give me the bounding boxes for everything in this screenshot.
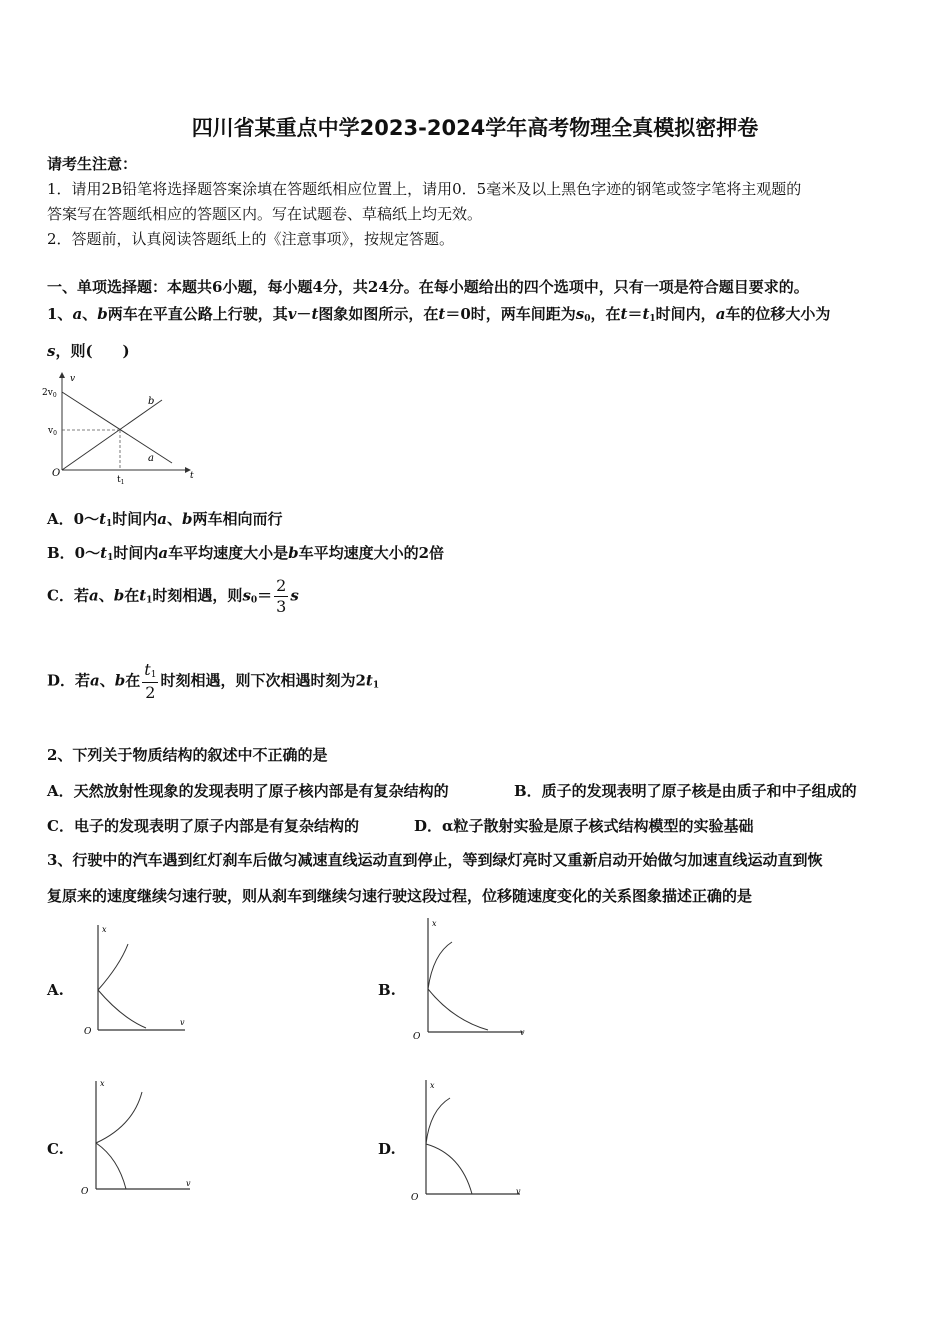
graph-x-tick-t1: $t_1$ [117,475,125,486]
graph-x-label: t [190,471,194,481]
q1-option-a: A．$0\sim t_1$时间内a、b两车相向而行 [47,510,283,529]
notice-line-1a: 1．请用2B铅笔将选择题答案涂填在答题纸相应位置上，请用0．5毫米及以上黑色字迹的钢笔或签字笔将主观题的 [47,180,802,198]
axis-origin: O [411,1193,419,1203]
axis-label-x: x [432,919,437,928]
notice-line-1b: 答案写在答题纸相应的答题区内。写在试题卷、草稿纸上均无效。 [47,205,483,223]
q3-option-d-label: D. [378,1140,396,1158]
q3-graph-c [78,1076,200,1198]
axis-label-v: v [186,1179,191,1188]
q1-option-b: B．$0\sim t_1$时间内a车平均速度大小是b车平均速度大小的2倍 [47,544,445,563]
axis-label-v: v [516,1187,521,1196]
notice-heading: 请考生注意： [47,155,138,173]
q3-graph-d [406,1076,530,1202]
graph-y-tick-v0: $v_0$ [48,426,57,437]
line-b [62,400,162,470]
notice-line-2: 2．答题前，认真阅读答题纸上的《注意事项》，按规定答题。 [47,230,455,248]
q2-option-d: D．α粒子散射实验是原子核式结构模型的实验基础 [414,817,754,835]
q1-option-c: C．若a、b在$t_1$时刻相遇，则$s_0=$ $\frac{2}{3}$ s [47,576,299,616]
q1-stem-line-1: 1、a、b两车在平直公路上行驶，其v－t图象如图所示，在t＝0时，两车间距为$s_0$，在$t=t_1$时间内，a车的位移大小为 [47,305,831,324]
line-a [62,392,172,463]
axis-label-x: x [430,1081,435,1090]
q2-option-c: C．电子的发现表明了原子内部是有复杂结构的 [47,817,359,835]
q1-stem-line-2: s，则( ) [47,342,130,360]
axis-origin: O [84,1027,92,1037]
q3-option-c-label: C. [47,1140,64,1158]
graph-y-label: v [70,374,76,384]
q3-graph-a [80,920,190,1038]
page-title: 四川省某重点中学2023-2024学年高考物理全真模拟密押卷 [191,116,759,140]
axis-label-v: v [520,1028,525,1037]
graph-line-b-label: b [148,396,155,407]
axis-origin: O [81,1187,89,1197]
graph-line-a-label: a [148,453,154,464]
q1-vt-graph [40,368,200,493]
graph-y-tick-2v0: $2v_0$ [42,388,57,399]
axis-label-x: x [102,925,107,934]
axis-origin: O [413,1032,421,1042]
axis-label-x: x [100,1079,105,1088]
q3-stem-line-2: 复原来的速度继续匀速行驶，则从刹车到继续匀速行驶这段过程，位移随速度变化的关系图象描述正确的是 [47,887,753,905]
axis-label-v: v [180,1018,185,1027]
q2-option-b: B．质子的发现表明了原子核是由质子和中子组成的 [514,782,857,800]
q3-graph-b [408,914,533,1042]
graph-origin: O [52,468,61,479]
fraction-2-3: $\frac{2}{3}$ [276,576,287,616]
section-1-heading: 一、单项选择题：本题共6小题，每小题4分，共24分。在每小题给出的四个选项中，只有一项是符合题目要求的。 [47,278,809,296]
q3-option-a-label: A. [47,981,64,999]
q2-stem: 2、下列关于物质结构的叙述中不正确的是 [47,746,328,764]
q2-option-a: A．天然放射性现象的发现表明了原子核内部是有复杂结构的 [47,782,449,800]
fraction-t1-2: $\frac{t_1}{2}$ [144,660,157,702]
q3-option-b-label: B. [378,981,396,999]
q1-option-d: D．若a、b在 $\frac{t_1}{2}$ 时刻相遇，则下次相遇时刻为$2t_1$ [47,660,380,702]
q3-stem-line-1: 3、行驶中的汽车遇到红灯刹车后做匀减速直线运动直到停止，等到绿灯亮时又重新启动开始做匀加速直线运动直到恢 [47,851,823,869]
